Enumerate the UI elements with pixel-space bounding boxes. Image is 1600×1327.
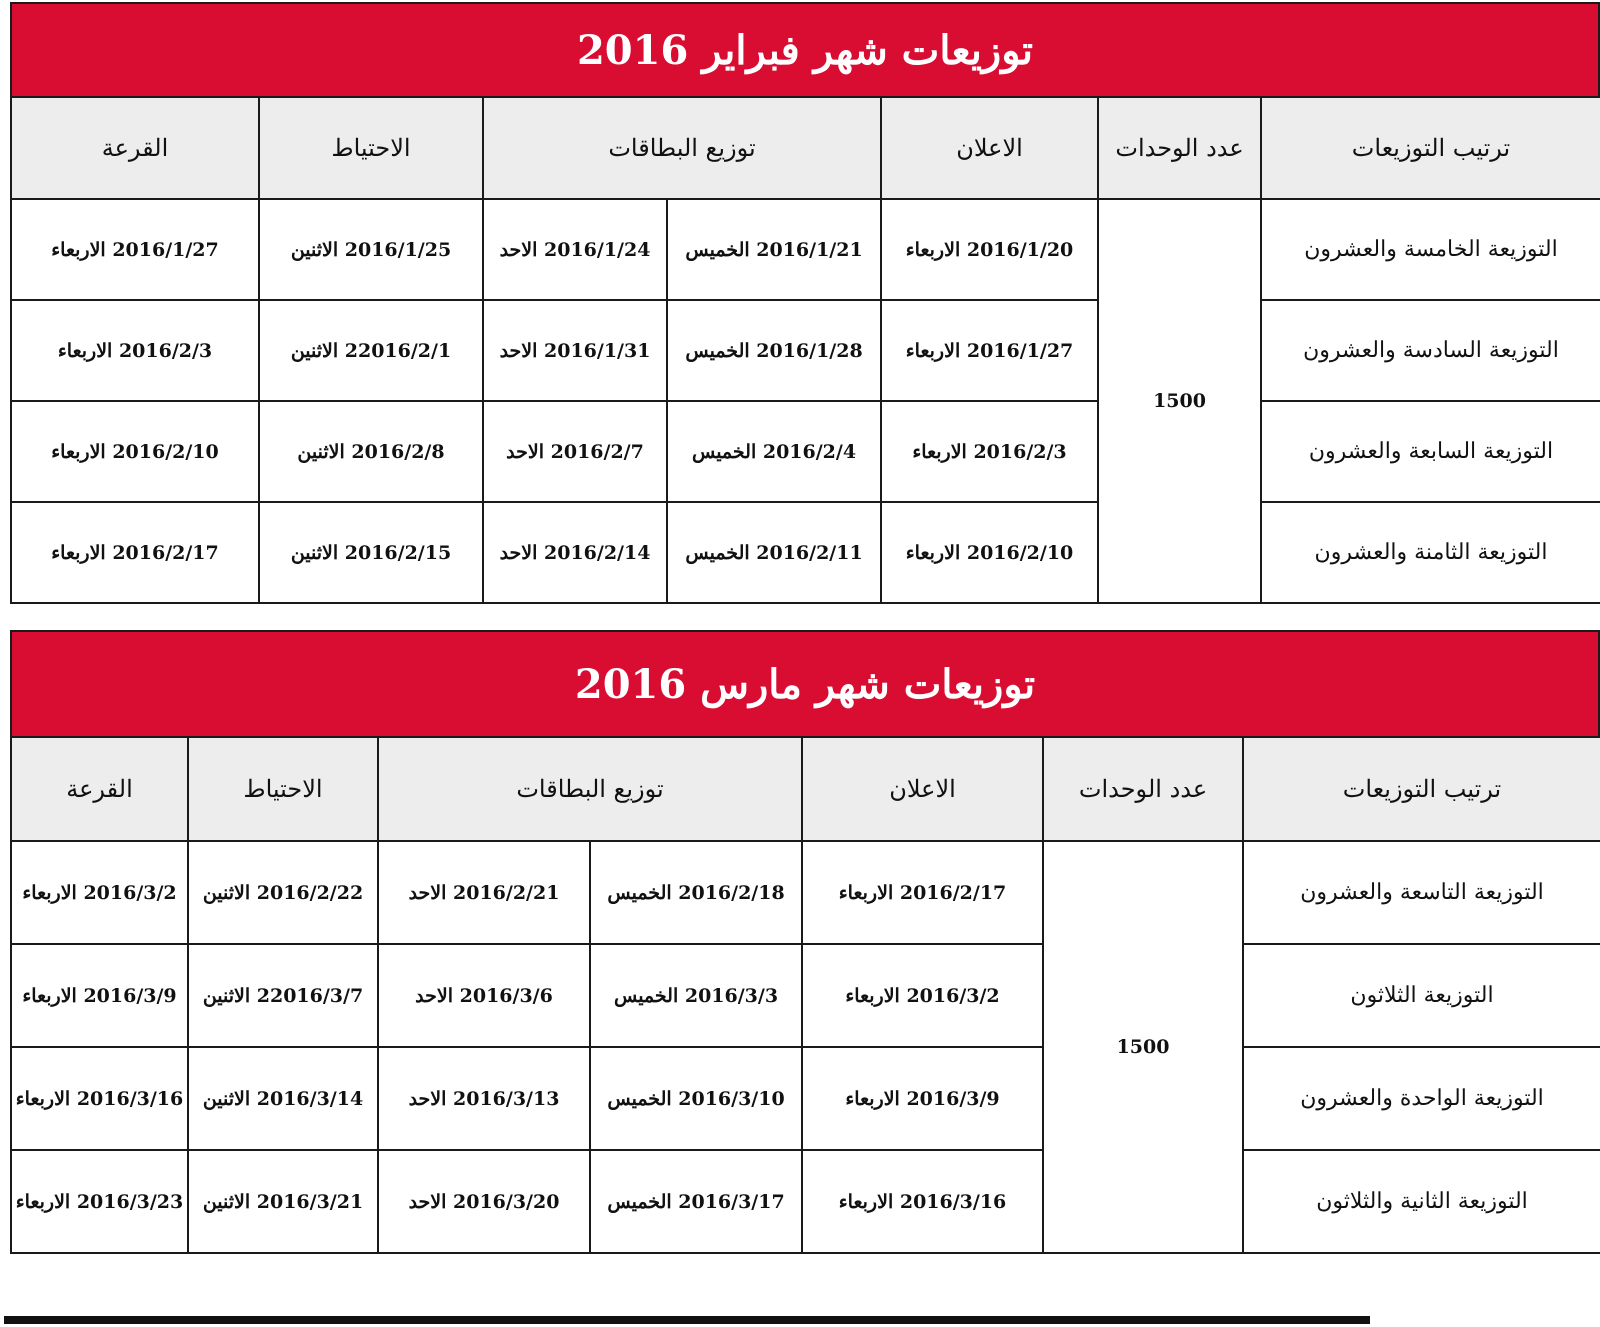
header-order: ترتيب التوزيعات [1261,97,1600,199]
cards-thursday-date: 2016/2/4 الخميس [667,401,881,502]
cards-thursday-date: 2016/1/21 الخميس [667,199,881,300]
header-units: عدد الوحدات [1098,97,1261,199]
draw-date: 2016/3/2 الاربعاء [11,841,188,944]
header-cards-distribution: توزيع البطاقات [378,737,802,841]
cards-sunday-date: 2016/2/7 الاحد [483,401,667,502]
announcement-date: 2016/2/3 الاربعاء [881,401,1098,502]
announcement-date: 2016/3/16 الاربعاء [802,1150,1043,1253]
table-row [11,944,1600,1047]
draw-date: 2016/3/23 الاربعاء [11,1150,188,1253]
table-row [11,841,1600,944]
draw-date: 2016/2/3 الاربعاء [11,300,259,401]
units-count: 1500 [1098,199,1261,603]
reserve-date: 22016/3/7 الاثنين [188,944,378,1047]
distribution-name: التوزيعة السادسة والعشرون [1261,300,1600,401]
february-table [10,96,1600,604]
reserve-date: 2016/2/22 الاثنين [188,841,378,944]
announcement-date: 2016/2/17 الاربعاء [802,841,1043,944]
draw-date: 2016/1/27 الاربعاء [11,199,259,300]
march-title-banner [10,630,1600,736]
header-cards-distribution: توزيع البطاقات [483,97,881,199]
draw-date: 2016/2/10 الاربعاء [11,401,259,502]
distribution-name: التوزيعة الثانية والثلاثون [1243,1150,1600,1253]
distribution-name: التوزيعة السابعة والعشرون [1261,401,1600,502]
distribution-name: التوزيعة الواحدة والعشرون [1243,1047,1600,1150]
draw-date: 2016/2/17 الاربعاء [11,502,259,603]
reserve-date: 2016/3/21 الاثنين [188,1150,378,1253]
header-reserve: الاحتياط [188,737,378,841]
table-row [11,401,1600,502]
announcement-date: 2016/3/9 الاربعاء [802,1047,1043,1150]
cards-thursday-date: 2016/3/17 الخميس [590,1150,802,1253]
announcement-date: 2016/2/10 الاربعاء [881,502,1098,603]
reserve-date: 22016/2/1 الاثنين [259,300,483,401]
cards-thursday-date: 2016/2/18 الخميس [590,841,802,944]
draw-date: 2016/3/9 الاربعاء [11,944,188,1047]
distribution-name: التوزيعة الثامنة والعشرون [1261,502,1600,603]
table-row [11,502,1600,603]
february-title-banner [10,2,1600,96]
cards-thursday-date: 2016/2/11 الخميس [667,502,881,603]
reserve-date: 2016/2/15 الاثنين [259,502,483,603]
header-draw: القرعة [11,737,188,841]
header-draw: القرعة [11,97,259,199]
table-row [11,199,1600,300]
february-schedule [10,2,1600,604]
march-header-row [11,737,1600,841]
announcement-date: 2016/1/27 الاربعاء [881,300,1098,401]
cards-sunday-date: 2016/3/13 الاحد [378,1047,590,1150]
reserve-date: 2016/3/14 الاثنين [188,1047,378,1150]
units-count: 1500 [1043,841,1243,1253]
announcement-date: 2016/1/20 الاربعاء [881,199,1098,300]
table-row [11,1150,1600,1253]
header-reserve: الاحتياط [259,97,483,199]
announcement-date: 2016/3/2 الاربعاء [802,944,1043,1047]
table-row [11,300,1600,401]
header-announcement: الاعلان [802,737,1043,841]
bottom-divider [4,1316,1370,1324]
cards-sunday-date: 2016/2/21 الاحد [378,841,590,944]
distribution-name: التوزيعة الثلاثون [1243,944,1600,1047]
cards-thursday-date: 2016/3/10 الخميس [590,1047,802,1150]
cards-sunday-date: 2016/1/31 الاحد [483,300,667,401]
march-table [10,736,1600,1254]
cards-thursday-date: 2016/1/28 الخميس [667,300,881,401]
draw-date: 2016/3/16 الاربعاء [11,1047,188,1150]
distribution-name: التوزيعة الخامسة والعشرون [1261,199,1600,300]
header-announcement: الاعلان [881,97,1098,199]
reserve-date: 2016/2/8 الاثنين [259,401,483,502]
cards-thursday-date: 2016/3/3 الخميس [590,944,802,1047]
cards-sunday-date: 2016/3/20 الاحد [378,1150,590,1253]
march-title: توزيعات شهر مارس 2016 [574,660,1036,708]
distribution-name: التوزيعة التاسعة والعشرون [1243,841,1600,944]
february-header-row [11,97,1600,199]
cards-sunday-date: 2016/1/24 الاحد [483,199,667,300]
header-units: عدد الوحدات [1043,737,1243,841]
march-schedule [10,630,1600,1254]
february-title: توزيعات شهر فبراير 2016 [576,26,1034,74]
cards-sunday-date: 2016/3/6 الاحد [378,944,590,1047]
cards-sunday-date: 2016/2/14 الاحد [483,502,667,603]
table-row [11,1047,1600,1150]
reserve-date: 2016/1/25 الاثنين [259,199,483,300]
header-order: ترتيب التوزيعات [1243,737,1600,841]
